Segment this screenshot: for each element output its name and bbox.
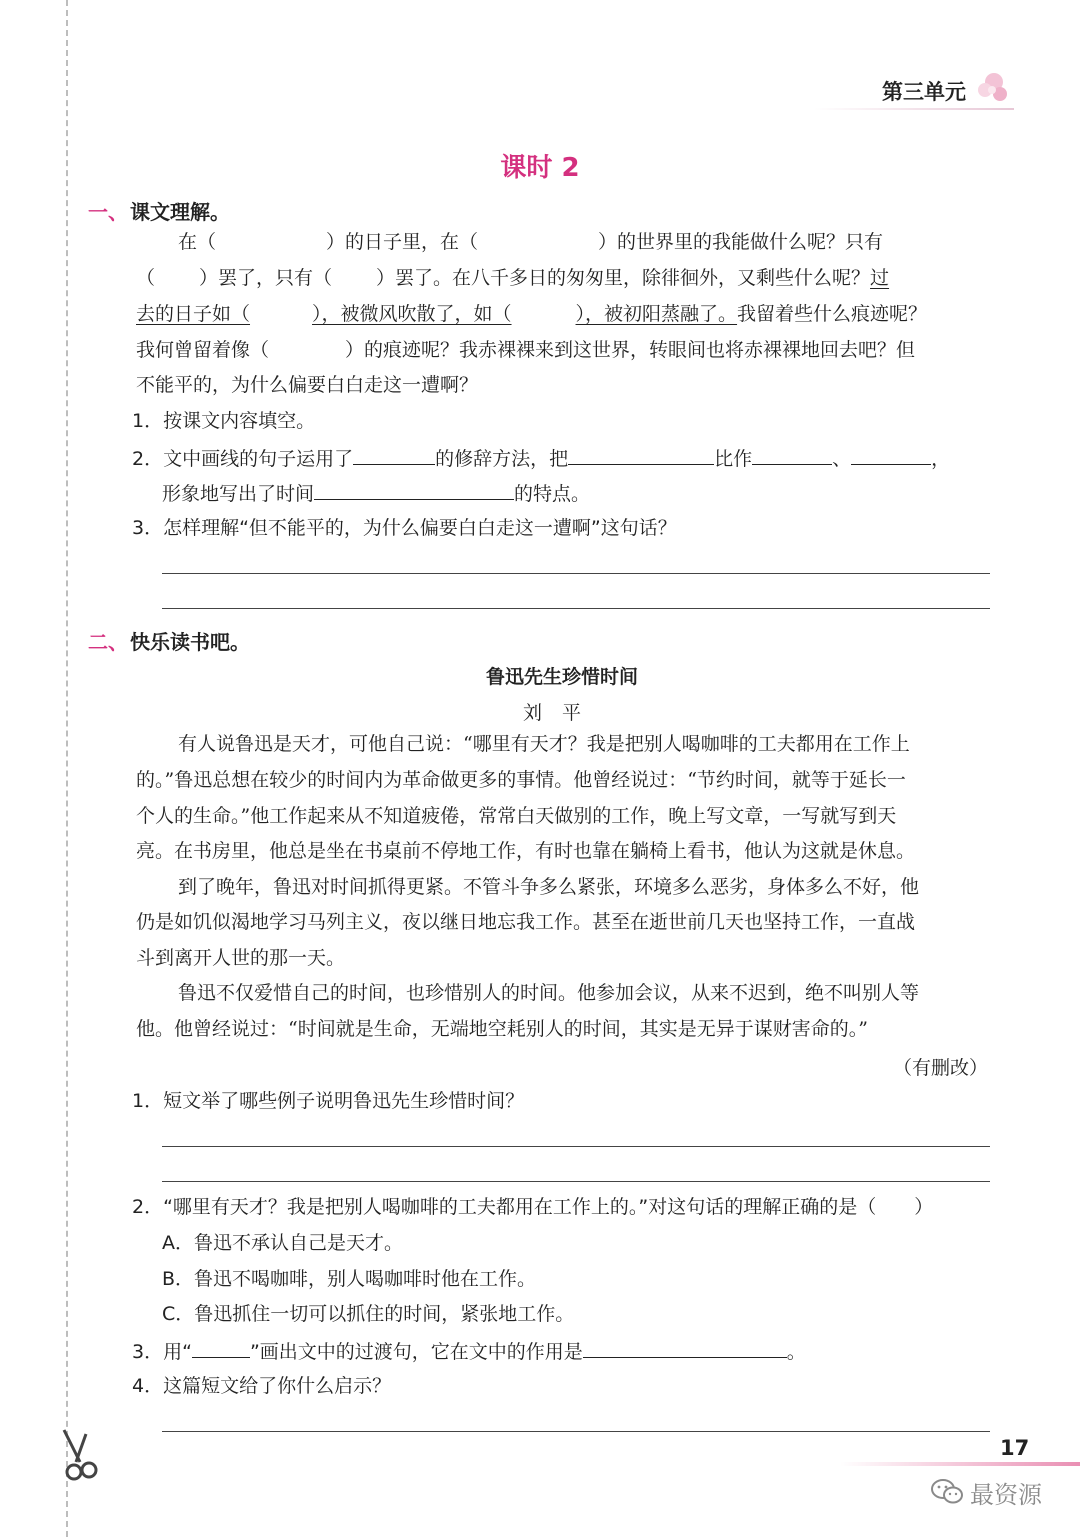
- answer-line[interactable]: [162, 573, 990, 574]
- passage-line-4: 我何曾留着像（ ）的痕迹呢？我赤裸裸来到这世界，转眼间也将赤裸裸地回去吧？但: [136, 339, 916, 361]
- source-note: （有删改）: [892, 1057, 988, 1079]
- blank-function[interactable]: [583, 1339, 787, 1358]
- blank-compare-1[interactable]: [752, 446, 832, 465]
- s1-question-2-cont: 形象地写出了时间 的特点。: [162, 483, 591, 505]
- article-line: 仍是如饥似渴地学习马列主义，夜以继日地忘我工作。甚至在逝世前几天也坚持工作，一直战: [136, 911, 916, 933]
- blank-compare-2[interactable]: [851, 446, 931, 465]
- wechat-icon: [930, 1478, 964, 1506]
- section2-heading: [88, 626, 250, 655]
- page-number: 17: [1000, 1436, 1030, 1460]
- page-rule: [840, 1462, 1080, 1466]
- article-line: 他。他曾经说过：“时间就是生命，无端地空耗别人的时间，其实是无异于谋财害命的。”: [136, 1018, 868, 1040]
- unit-header: [754, 68, 1014, 114]
- s2-question-2: 2．“哪里有天才？我是把别人喝咖啡的工夫都用在工作上的。”对这句话的理解正确的是（ ）: [132, 1196, 934, 1218]
- s2-question-1: 1．短文举了哪些例子说明鲁迅先生珍惜时间？: [132, 1090, 525, 1112]
- blank-time-feature[interactable]: [314, 481, 514, 500]
- s1-question-2: 2．文中画线的句子运用了 的修辞方法，把 比作 、 ，: [132, 448, 951, 470]
- answer-line[interactable]: [162, 1181, 990, 1182]
- article-line: 的。”鲁迅总想在较少的时间内为革命做更多的事情。他曾经说过：“节约时间，就等于延长一: [136, 769, 906, 791]
- article-line: 鲁迅不仅爱惜自己的时间，也珍惜别人的时间。他参加会议，从来不迟到，绝不叫别人等: [178, 982, 920, 1004]
- s1-question-1: 1．按课文内容填空。: [132, 410, 316, 432]
- passage-line-1: 在（ ）的日子里，在（ ）的世界里的我能做什么呢？只有: [178, 231, 884, 253]
- section1-number: 一、: [88, 200, 128, 224]
- s2-question-3: 3．用“ ”画出文中的过渡句，它在文中的作用是 。: [132, 1341, 806, 1363]
- article-line: 亮。在书房里，他总是坐在书桌前不停地工作，有时也靠在躺椅上看书，他认为这就是休息。: [136, 840, 916, 862]
- blossom-icon: [970, 68, 1014, 112]
- article-title: 鲁迅先生珍惜时间: [485, 666, 638, 688]
- scissors-icon: [56, 1428, 102, 1482]
- section1-heading: [88, 196, 230, 225]
- watermark: [930, 1472, 1042, 1512]
- article-line: 斗到离开人世的那一天。: [136, 947, 346, 969]
- section2-number: 二、: [88, 630, 128, 654]
- answer-line[interactable]: [162, 608, 990, 609]
- section1-title: 课文理解。: [130, 200, 230, 224]
- passage-line-5: 不能平的，为什么偏要白白走这一遭啊？: [136, 374, 479, 396]
- lesson-title: 课时 2: [500, 153, 580, 183]
- answer-line[interactable]: [162, 1146, 990, 1147]
- s2-question-4: 4．这篇短文给了你什么启示？: [132, 1375, 392, 1397]
- option-a[interactable]: A．鲁迅不承认自己是天才。: [162, 1232, 403, 1254]
- unit-title: 第三单元: [882, 80, 966, 104]
- blank-subject[interactable]: [568, 446, 714, 465]
- article-author: 刘平: [522, 702, 601, 724]
- article-line: 个人的生命。”他工作起来从不知道疲倦，常常白天做别的工作，晚上写文章，一写就写到天: [136, 805, 897, 827]
- passage-line-3: 去的日子如（ ），被微风吹散了，如（ ），被初阳蒸融了。我留着些什么痕迹呢？: [136, 303, 928, 325]
- s1-question-3: 3．怎样理解“但不能平的，为什么偏要白白走这一遭啊”这句话？: [132, 517, 677, 539]
- passage-line-2: （ ）罢了，只有（ ）罢了。在八千多日的匆匆里，除徘徊外，又剩些什么呢？过: [136, 267, 890, 289]
- article-line: 有人说鲁迅是天才，可他自己说：“哪里有天才？我是把别人喝咖啡的工夫都用在工作上: [178, 733, 910, 755]
- article-line: 到了晚年，鲁迅对时间抓得更紧。不管斗争多么紧张，环境多么恶劣，身体多么不好，他: [178, 876, 920, 898]
- option-c[interactable]: C．鲁迅抓住一切可以抓住的时间，紧张地工作。: [162, 1303, 575, 1325]
- option-b[interactable]: B．鲁迅不喝咖啡，别人喝咖啡时他在工作。: [162, 1268, 537, 1290]
- blank-mark: [192, 1339, 250, 1358]
- blank-rhetoric[interactable]: [353, 446, 435, 465]
- watermark-text: 最资源: [970, 1480, 1042, 1509]
- section2-title: 快乐读书吧。: [130, 630, 250, 654]
- cut-line: [66, 0, 68, 1537]
- answer-line[interactable]: [162, 1431, 990, 1432]
